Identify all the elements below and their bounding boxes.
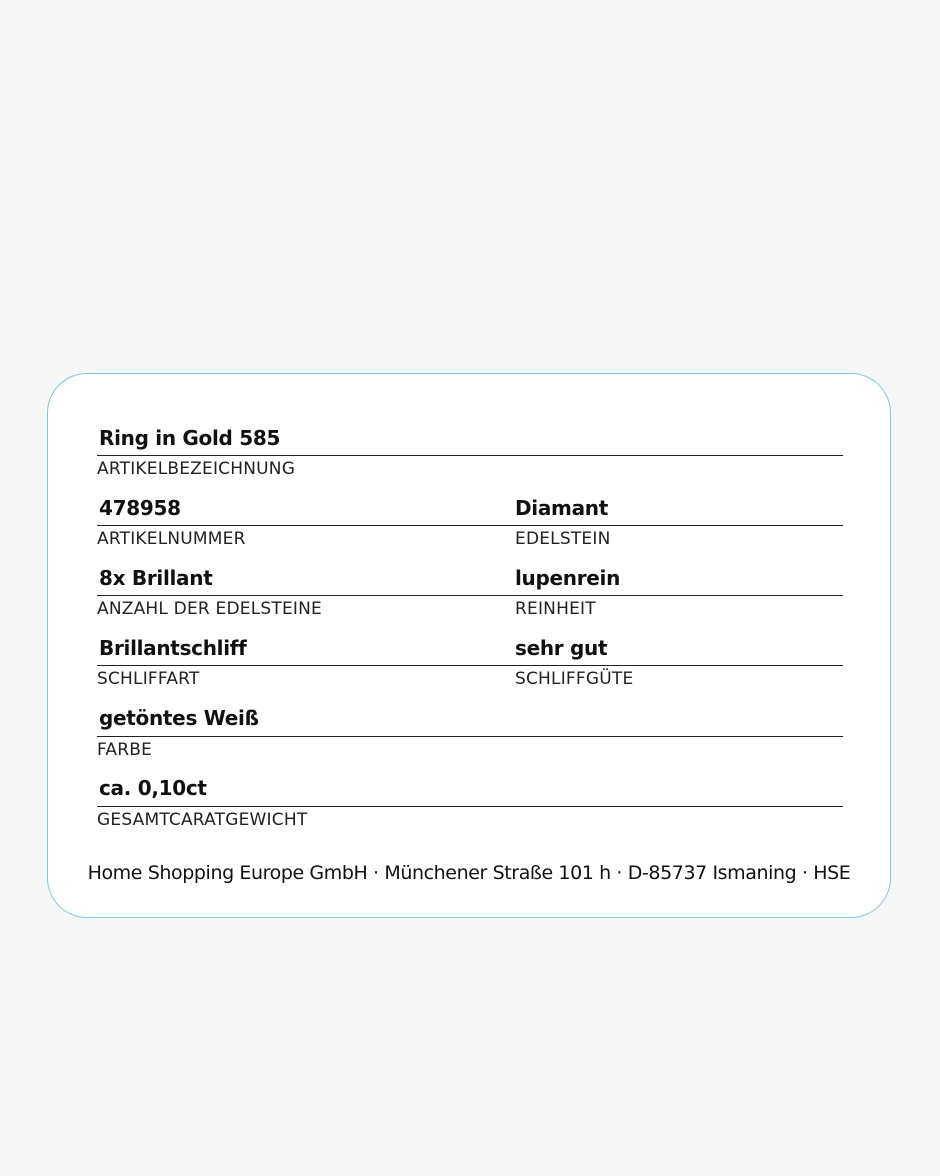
clarity-label: REINHEIT xyxy=(515,599,596,619)
total-carat-label: GESAMTCARATGEWICHT xyxy=(97,810,308,830)
color-rule xyxy=(97,736,843,737)
color-label: FARBE xyxy=(97,740,153,760)
clarity-value: lupenrein xyxy=(515,566,621,590)
cut-rule xyxy=(97,665,515,666)
color-value: getöntes Weiß xyxy=(99,706,259,730)
article-number-value: 478958 xyxy=(99,496,181,520)
cut-quality-rule xyxy=(515,665,843,666)
article-name-rule xyxy=(97,455,843,456)
gemstone-count-value: 8x Brillant xyxy=(99,566,213,590)
product-info-card xyxy=(47,373,891,918)
total-carat-value: ca. 0,10ct xyxy=(99,776,207,800)
gemstone-label: EDELSTEIN xyxy=(515,529,611,549)
gemstone-value: Diamant xyxy=(515,496,608,520)
total-carat-rule xyxy=(97,806,843,807)
gemstone-count-label: ANZAHL DER EDELSTEINE xyxy=(97,599,322,619)
cut-label: SCHLIFFART xyxy=(97,669,200,689)
cut-quality-label: SCHLIFFGÜTE xyxy=(515,669,634,689)
cut-value: Brillantschliff xyxy=(99,636,247,660)
article-name-value: Ring in Gold 585 xyxy=(99,426,281,450)
article-name-label: ARTIKELBEZEICHNUNG xyxy=(97,459,296,479)
article-number-rule xyxy=(97,525,515,526)
company-footer: Home Shopping Europe GmbH · Münchener Straße 101 h · D-85737 Ismaning · HSE xyxy=(87,862,851,884)
gemstone-count-rule xyxy=(97,595,515,596)
gemstone-rule xyxy=(515,525,843,526)
article-number-label: ARTIKELNUMMER xyxy=(97,529,246,549)
clarity-rule xyxy=(515,595,843,596)
cut-quality-value: sehr gut xyxy=(515,636,608,660)
